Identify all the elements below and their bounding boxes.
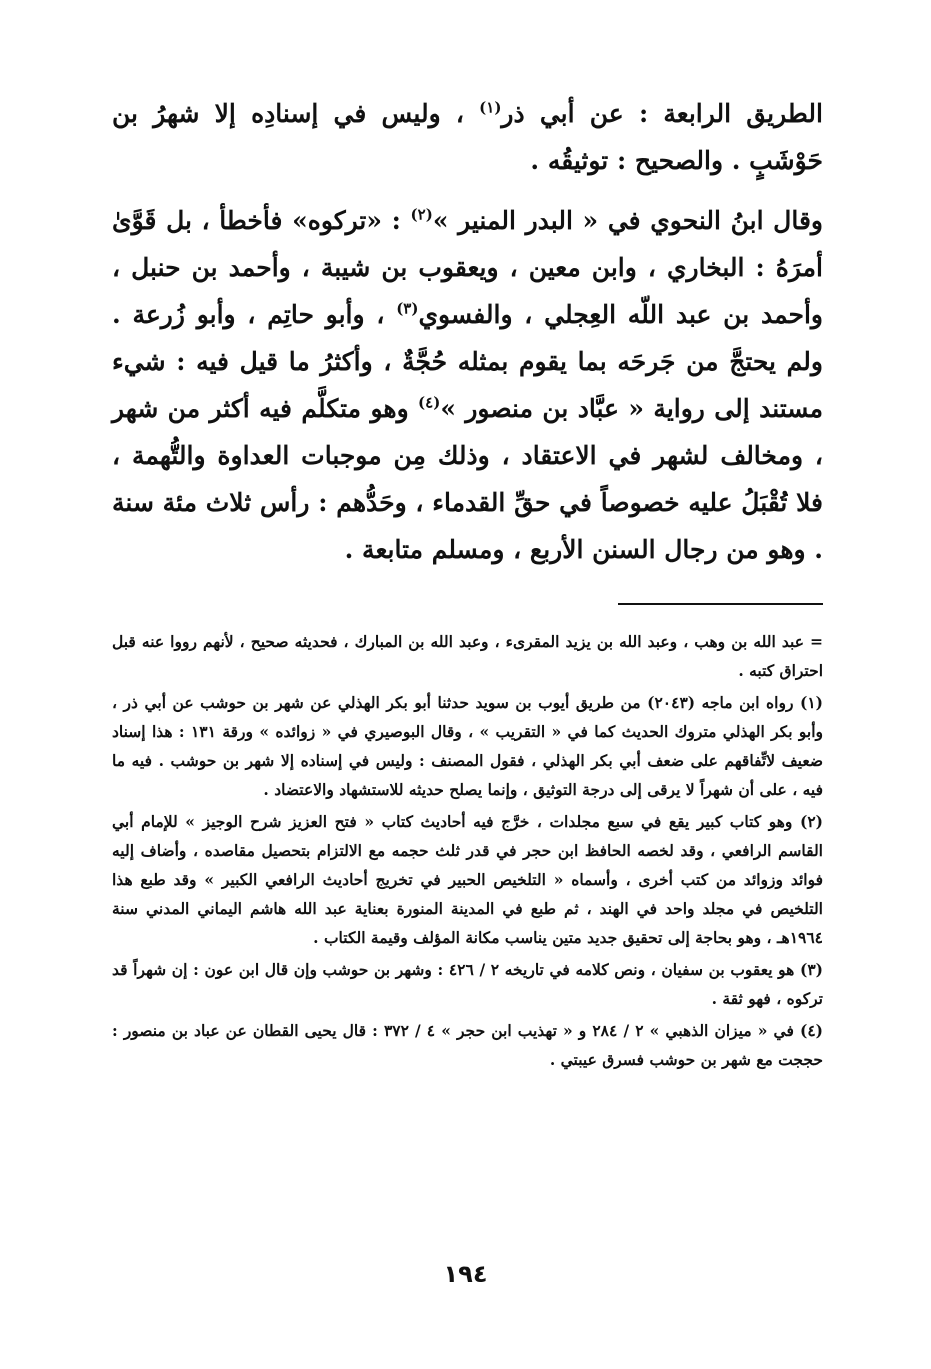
footnote-3: (٣) هو يعقوب بن سفيان ، ونص كلامه في تاريخه ٢ / ٤٢٦ : وشهر بن حوشب وإن قال ابن عون : إن شهراً قد تركوه ، فهو ثقة . xyxy=(112,960,823,1008)
section-heading: الطريق الرابعة : xyxy=(638,99,823,128)
page-number: ١٩٤ xyxy=(443,1260,488,1288)
footnotes xyxy=(112,627,823,1074)
footnote-divider-wrap xyxy=(112,573,823,627)
paragraph-1 xyxy=(112,90,823,184)
footnote-divider xyxy=(618,603,823,605)
footnote-4: (٤) في « ميزان الذهبي » ٢ / ٢٨٤ و « تهذيب ابن حجر » ٤ / ٣٧٢ : قال يحيى القطان عن عباد بن منصور : حججت مع شهر بن حوشب فسرق عيبتي . xyxy=(112,1021,823,1069)
footnote-continuation: = عبد الله بن وهب ، وعبد الله بن يزيد المقرىء ، وعبد الله بن المبارك ، فحديثه صحيح ، لأنهم رووا عنه قبل احتراق كتبه . xyxy=(112,632,823,680)
footnote-1: (١) رواه ابن ماجه (٢٠٤٣) من طريق أيوب بن سويد حدثنا أبو بكر الهذلي عن شهر بن حوشب عن أبي ذر ، وأبو بكر الهذلي متروك الحديث كما في « التقريب » ، وقال البوصيري في « زوائده » ورقة ١٣١ : هذا إسناد ضعيف لاتِّفاقهم على ضعف أبي بكر الهذلي ، فقول المصنف : وليس في إسناده إلا شهر بن حوشب . فيه ما فيه ، على أن شهراً لا يرقى إلى درجة التوثيق ، وإنما يصلح حديثه للاستشهاد والاعتضاد . xyxy=(112,693,823,799)
paragraph-2-text-c: ، وأبو حاتِم ، وأبو زُرعة . ولم يحتجَّ من جَرحَه بما يقوم بمثله حُجَّةٌ ، وأكثرُ ما قيل فيه : شيء مستند إلى رواية « عبَّاد بن منصور » xyxy=(112,300,823,423)
footnote-ref-3: (٣) xyxy=(396,299,419,318)
footnote-2: (٢) وهو كتاب كبير يقع في سبع مجلدات ، خرَّج فيه أحاديث كتاب « فتح العزيز شرح الوجيز » للإمام أبي القاسم الرافعي ، وقد لخصه الحافظ ابن حجر في قدر ثلث حجمه مع الالتزام بتحصيل مقاصده ، وأضاف إليه فوائد وزوائد من كتب أخرى ، وأسماه « التلخيص الحبير في تخريج أحاديث الرافعي الكبير » وقد طبع هذا التلخيص في مجلد واحد في الهند ، ثم طبع في المدينة المنورة بعناية عبد الله هاشم اليماني المدني سنة ١٩٦٤هـ ، وهو بحاجة إلى تحقيق جديد متين يناسب مكانة المؤلف وقيمة الكتاب . xyxy=(112,812,823,947)
footnote-ref-4: (٤) xyxy=(418,393,441,412)
main-text xyxy=(112,90,823,573)
paragraph-2-text-a: وقال ابنُ النحوي في « البدر المنير » xyxy=(432,206,823,235)
paragraph-1-text-a: عن أبي ذر xyxy=(501,99,639,128)
footnote-ref-2: (٢) xyxy=(410,205,433,224)
paragraph-2 xyxy=(112,197,823,573)
footnote-ref-1: (١) xyxy=(479,98,502,117)
paragraph-2-text-d: وهو متكلَّم فيه أكثر من شهر ، ومخالف لشهر في الاعتقاد ، وذلك مِن موجبات العداوة والتُّهمة ، فلا تُقْبَلُ عليه خصوصاً في حقِّ القدماء ، وحَدُّهم : رأس ثلاث مئة سنة . وهو من رجال السنن الأربع ، ومسلم متابعة . xyxy=(112,394,823,564)
paragraph-2-text-b: : «تركوه» فأخطأ ، بل قَوَّىٰ أمرَهُ : البخاري ، وابن معين ، ويعقوب بن شيبة ، وأحمد بن حنبل ، وأحمد بن عبد اللّه العِجلي ، والفسوي xyxy=(112,206,823,329)
paragraph-1-text-b: ، وليس في إسنادِه إلا شهرُ بن حَوْشَبٍ . والصحيح : توثيقُه . xyxy=(112,99,823,175)
